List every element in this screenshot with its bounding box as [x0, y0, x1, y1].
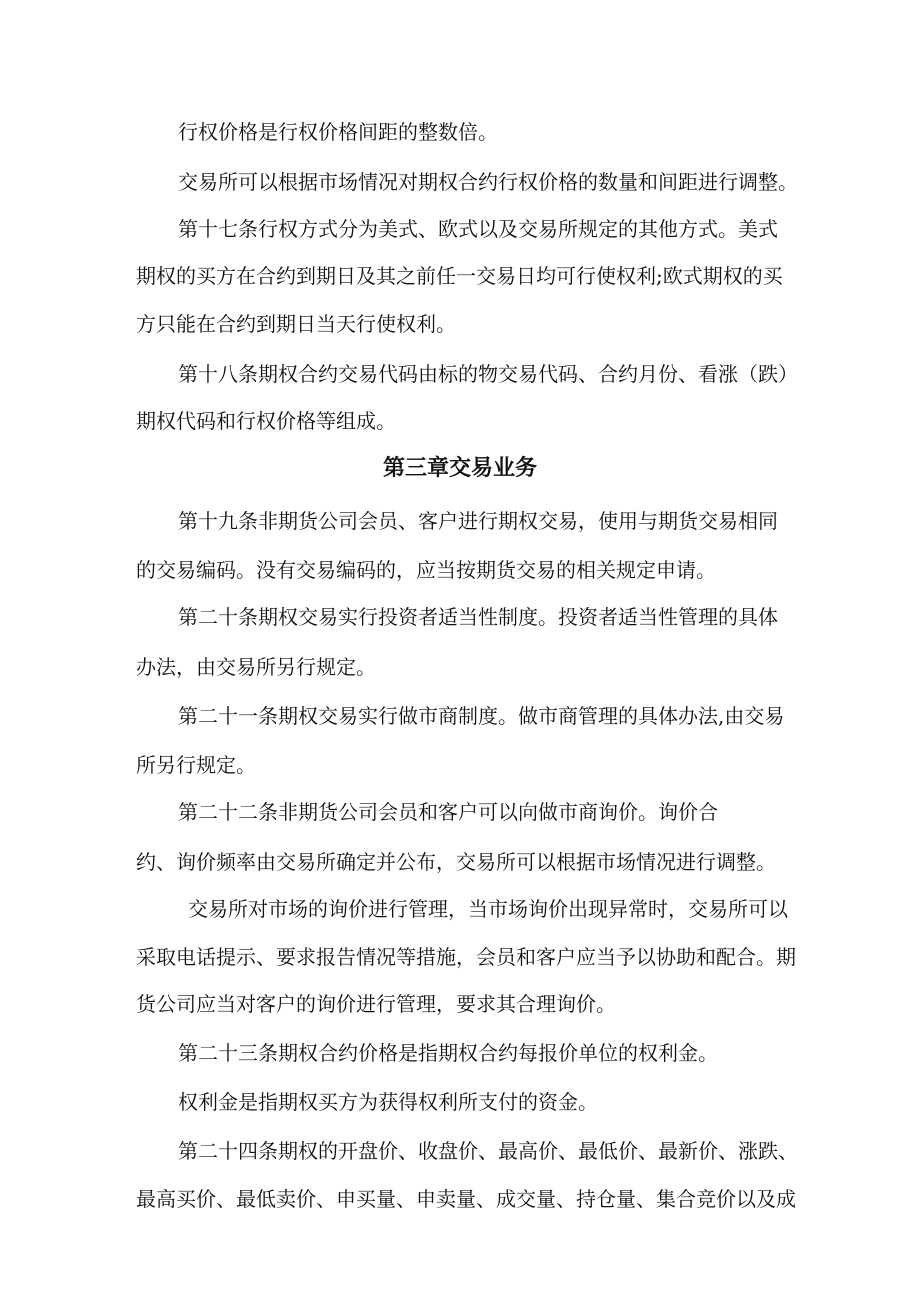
paragraph-line: 方只能在合约到期日当天行使权利。 [136, 312, 456, 336]
paragraph-line: 的交易编码。没有交易编码的，应当按期货交易的相关规定申请。 [136, 558, 716, 582]
paragraph-line: 权利金是指期权买方为获得权利所支付的资金。 [178, 1090, 598, 1114]
paragraph-line: 交易所对市场的询价进行管理，当市场询价出现异常时，交易所可以 [188, 897, 788, 921]
paragraph-line: 最高买价、最低卖价、申买量、申卖量、成交量、持仓量、集合竞价以及成 [136, 1187, 796, 1211]
paragraph-line: 采取电话提示、要求报告情况等措施，会员和客户应当予以协助和配合。期 [136, 945, 796, 969]
paragraph-line: 所另行规定。 [136, 753, 256, 777]
paragraph-line: 第二十一条期权交易实行做市商制度。做市商管理的具体办法,由交易 [178, 704, 785, 728]
paragraph-line: 约、询价频率由交易所确定并公布，交易所可以根据市场情况进行调整。 [136, 850, 776, 874]
paragraph-line: 第十九条非期货公司会员、客户进行期权交易，使用与期货交易相同 [178, 509, 778, 533]
paragraph-line: 期权代码和行权价格等组成。 [136, 409, 396, 433]
chapter-heading: 第三章交易业务 [382, 456, 537, 481]
paragraph-line: 货公司应当对客户的询价进行管理，要求其合理询价。 [136, 992, 616, 1016]
paragraph-line: 第二十条期权交易实行投资者适当性制度。投资者适当性管理的具体 [178, 605, 778, 629]
paragraph-line: 行权价格是行权价格间距的整数倍。 [178, 120, 498, 144]
paragraph-line: 第十八条期权合约交易代码由标的物交易代码、合约月份、看涨（跌） [178, 362, 798, 386]
paragraph-line: 第二十四条期权的开盘价、收盘价、最高价、最低价、最新价、涨跌、 [178, 1139, 798, 1163]
paragraph-line: 第十七条行权方式分为美式、欧式以及交易所规定的其他方式。美式 [178, 217, 778, 241]
paragraph-line: 第二十二条非期货公司会员和客户可以向做市商询价。询价合 [178, 800, 718, 824]
paragraph-line: 办法，由交易所另行规定。 [136, 655, 376, 679]
paragraph-line: 第二十三条期权合约价格是指期权合约每报价单位的权利金。 [178, 1041, 718, 1065]
paragraph-line: 交易所可以根据市场情况对期权合约行权价格的数量和间距进行调整。 [178, 170, 798, 194]
paragraph-line: 期权的买方在合约到期日及其之前任一交易日均可行使权利;欧式期权的买 [136, 264, 783, 288]
